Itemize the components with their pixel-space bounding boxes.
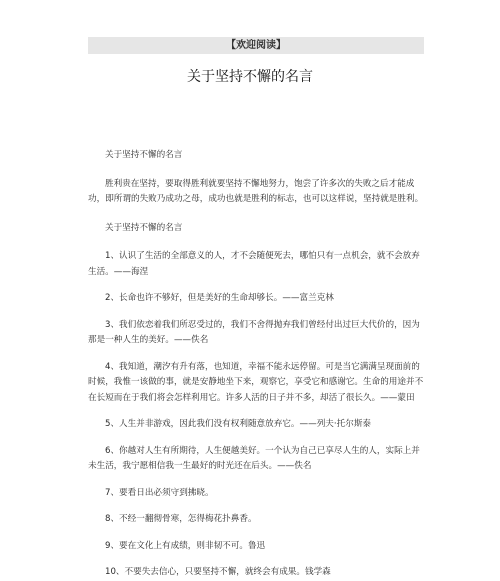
quote-item: 6、你越对人生有所期待，人生便越美好。一个认为自己已享尽人生的人，实际上并未生活，我宁愿相信我一生最好的时光还在后头。——佚名 [88,445,420,471]
section-heading: 关于坚持不懈的名言 [105,222,183,233]
quote-item: 7、要看日出必须守到拂晓。 [105,487,214,498]
intro-paragraph: 胜利贵在坚持，要取得胜利就要坚持不懈地努力，饱尝了许多次的失败之后才能成功，即所谓的失败乃成功之母，成功也就是胜利的标志，也可以这样说，坚持就是胜利。 [88,178,424,204]
article-body [88,148,424,581]
section-heading: 关于坚持不懈的名言 [105,150,183,160]
page-title: 关于坚持不懈的名言 [187,69,313,85]
quote-item: 5、人生并非游戏，因此我们没有权利随意放弃它。——列夫·托尔斯泰 [105,419,372,429]
quote-item: 4、我知道，潮汐有升有落，也知道，幸福不能永远停留。可是当它满满呈现面前的时候，我惟一该做的事，就是安静地坐下来，观察它，享受它和感谢它。生命的用途并不在长短而在于我们将会怎样利用它。许多人活的日子并不多，却活了很长久。——蒙田 [88,361,424,403]
quote-item: 9、要在文化上有成绩，则非韧不可。鲁迅 [105,540,266,551]
welcome-banner: 【欢迎阅读】 [88,37,424,54]
quote-item: 2、长命也许不够好，但是美好的生命却够长。——富兰克林 [105,293,334,303]
quote-item: 8、不经一翻彻骨寒，怎得梅花扑鼻香。 [105,514,257,524]
quote-item: 10、不要失去信心，只要坚持不懈，就终会有成果。钱学森 [105,567,331,577]
quote-item: 3、我们依恋着我们所忍受过的，我们不舍得抛弃我们曾经付出过巨大代价的，因为那是一种人生的美好。——佚名 [88,319,420,345]
quote-item: 1、认识了生活的全部意义的人，才不会随便死去，哪怕只有一点机会，就不会放弃生活。——海涅 [88,251,420,277]
